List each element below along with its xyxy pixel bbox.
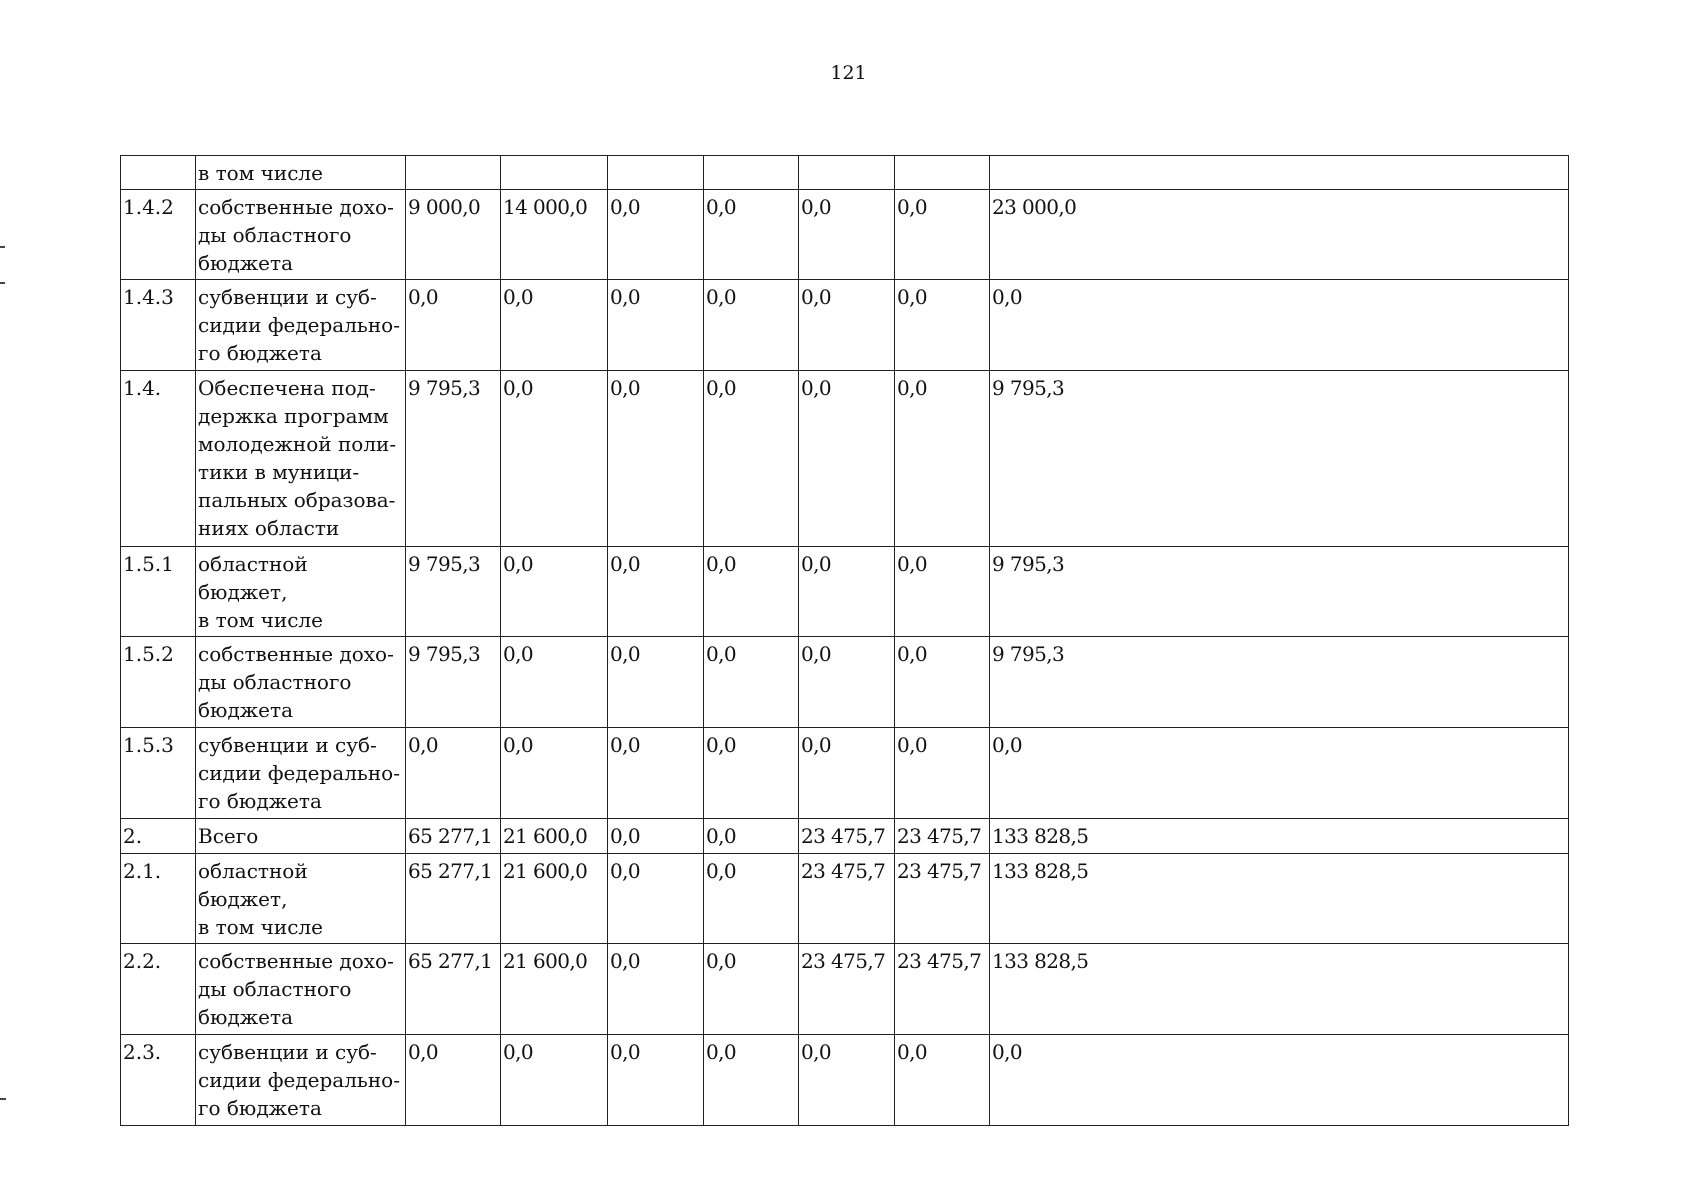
value-cell: 21 600,0: [501, 944, 608, 1035]
value-cell: 0,0: [608, 819, 704, 854]
value-cell: 0,0: [704, 854, 799, 944]
value-cell: 0,0: [895, 371, 990, 547]
table-row: [121, 1035, 1569, 1126]
value-cell: 0,0: [704, 547, 799, 637]
total-cell: 9 795,3: [990, 547, 1569, 637]
value-cell: 0,0: [608, 547, 704, 637]
value-cell: 65 277,1: [406, 819, 501, 854]
total-cell: 0,0: [990, 728, 1569, 819]
value-cell: 0,0: [704, 944, 799, 1035]
value-cell: 21 600,0: [501, 854, 608, 944]
total-cell: 9 795,3: [990, 637, 1569, 728]
value-cell: 0,0: [501, 280, 608, 371]
value-cell: 9 795,3: [406, 637, 501, 728]
value-cell: 0,0: [704, 280, 799, 371]
total-cell: 133 828,5: [990, 819, 1569, 854]
total-cell: [990, 156, 1569, 190]
value-cell: 9 795,3: [406, 371, 501, 547]
value-cell: 0,0: [895, 280, 990, 371]
table-body: [121, 156, 1569, 1126]
page-number: 121: [830, 62, 867, 84]
value-cell: 23 475,7: [799, 944, 895, 1035]
scan-mark: [0, 1098, 6, 1100]
value-cell: 0,0: [895, 190, 990, 280]
row-code: 1.4.2: [121, 190, 196, 280]
value-cell: 0,0: [501, 371, 608, 547]
value-cell: 0,0: [608, 728, 704, 819]
value-cell: 21 600,0: [501, 819, 608, 854]
value-cell: 0,0: [799, 728, 895, 819]
row-name: собственные дохо- ды областного бюджета: [196, 944, 406, 1035]
row-name: субвенции и суб- сидии федерально- го бюджета: [196, 280, 406, 371]
value-cell: 0,0: [799, 190, 895, 280]
value-cell: 65 277,1: [406, 854, 501, 944]
table-row: [121, 944, 1569, 1035]
row-code: 1.4.: [121, 371, 196, 547]
table-row: [121, 819, 1569, 854]
value-cell: 14 000,0: [501, 190, 608, 280]
value-cell: 9 000,0: [406, 190, 501, 280]
row-name: собственные дохо- ды областного бюджета: [196, 637, 406, 728]
value-cell: 0,0: [704, 728, 799, 819]
table-row: [121, 637, 1569, 728]
table-row: [121, 547, 1569, 637]
value-cell: 0,0: [608, 637, 704, 728]
table-row: [121, 280, 1569, 371]
row-name: субвенции и суб- сидии федерально- го бюджета: [196, 1035, 406, 1126]
table-row: [121, 371, 1569, 547]
value-cell: 0,0: [704, 637, 799, 728]
value-cell: 0,0: [895, 547, 990, 637]
value-cell: [608, 156, 704, 190]
row-name: субвенции и суб- сидии федерально- го бюджета: [196, 728, 406, 819]
value-cell: 0,0: [895, 728, 990, 819]
value-cell: [704, 156, 799, 190]
row-code: 2.2.: [121, 944, 196, 1035]
value-cell: 0,0: [501, 637, 608, 728]
scan-mark: [0, 282, 5, 284]
total-cell: 9 795,3: [990, 371, 1569, 547]
value-cell: [895, 156, 990, 190]
row-code: 1.5.2: [121, 637, 196, 728]
scan-mark: [0, 246, 5, 248]
row-code: 2.1.: [121, 854, 196, 944]
row-name: Обеспечена под- держка программ молодежной поли- тики в муници- пальных образова- ниях области: [196, 371, 406, 547]
value-cell: [799, 156, 895, 190]
value-cell: 0,0: [895, 1035, 990, 1126]
row-name: Всего: [196, 819, 406, 854]
row-name: областной бюджет, в том числе: [196, 547, 406, 637]
row-code: 2.3.: [121, 1035, 196, 1126]
row-code: 1.5.1: [121, 547, 196, 637]
budget-table: [120, 155, 1569, 1126]
value-cell: 0,0: [704, 1035, 799, 1126]
row-name: областной бюджет, в том числе: [196, 854, 406, 944]
value-cell: 0,0: [501, 547, 608, 637]
value-cell: 0,0: [406, 280, 501, 371]
value-cell: 23 475,7: [895, 819, 990, 854]
value-cell: [406, 156, 501, 190]
value-cell: 0,0: [704, 190, 799, 280]
total-cell: 0,0: [990, 280, 1569, 371]
value-cell: 0,0: [608, 1035, 704, 1126]
value-cell: 0,0: [501, 728, 608, 819]
value-cell: 0,0: [608, 190, 704, 280]
table-row: [121, 728, 1569, 819]
value-cell: [501, 156, 608, 190]
row-name: в том числе: [196, 156, 406, 190]
value-cell: 0,0: [608, 371, 704, 547]
value-cell: 0,0: [608, 944, 704, 1035]
value-cell: 65 277,1: [406, 944, 501, 1035]
value-cell: 0,0: [799, 1035, 895, 1126]
value-cell: 0,0: [406, 728, 501, 819]
value-cell: 23 475,7: [799, 854, 895, 944]
value-cell: 0,0: [799, 371, 895, 547]
total-cell: 133 828,5: [990, 944, 1569, 1035]
value-cell: 23 475,7: [799, 819, 895, 854]
value-cell: 9 795,3: [406, 547, 501, 637]
table-row: [121, 190, 1569, 280]
value-cell: 0,0: [799, 547, 895, 637]
value-cell: 0,0: [704, 371, 799, 547]
total-cell: 0,0: [990, 1035, 1569, 1126]
total-cell: 23 000,0: [990, 190, 1569, 280]
value-cell: 0,0: [608, 854, 704, 944]
value-cell: 0,0: [799, 637, 895, 728]
row-name: собственные дохо- ды областного бюджета: [196, 190, 406, 280]
value-cell: 0,0: [608, 280, 704, 371]
value-cell: 0,0: [799, 280, 895, 371]
value-cell: 23 475,7: [895, 944, 990, 1035]
value-cell: 0,0: [406, 1035, 501, 1126]
row-code: 1.4.3: [121, 280, 196, 371]
value-cell: 0,0: [895, 637, 990, 728]
table-row: [121, 156, 1569, 190]
value-cell: 0,0: [704, 819, 799, 854]
value-cell: 23 475,7: [895, 854, 990, 944]
value-cell: 0,0: [501, 1035, 608, 1126]
row-code: 1.5.3: [121, 728, 196, 819]
row-code: 2.: [121, 819, 196, 854]
table-row: [121, 854, 1569, 944]
row-code: [121, 156, 196, 190]
total-cell: 133 828,5: [990, 854, 1569, 944]
